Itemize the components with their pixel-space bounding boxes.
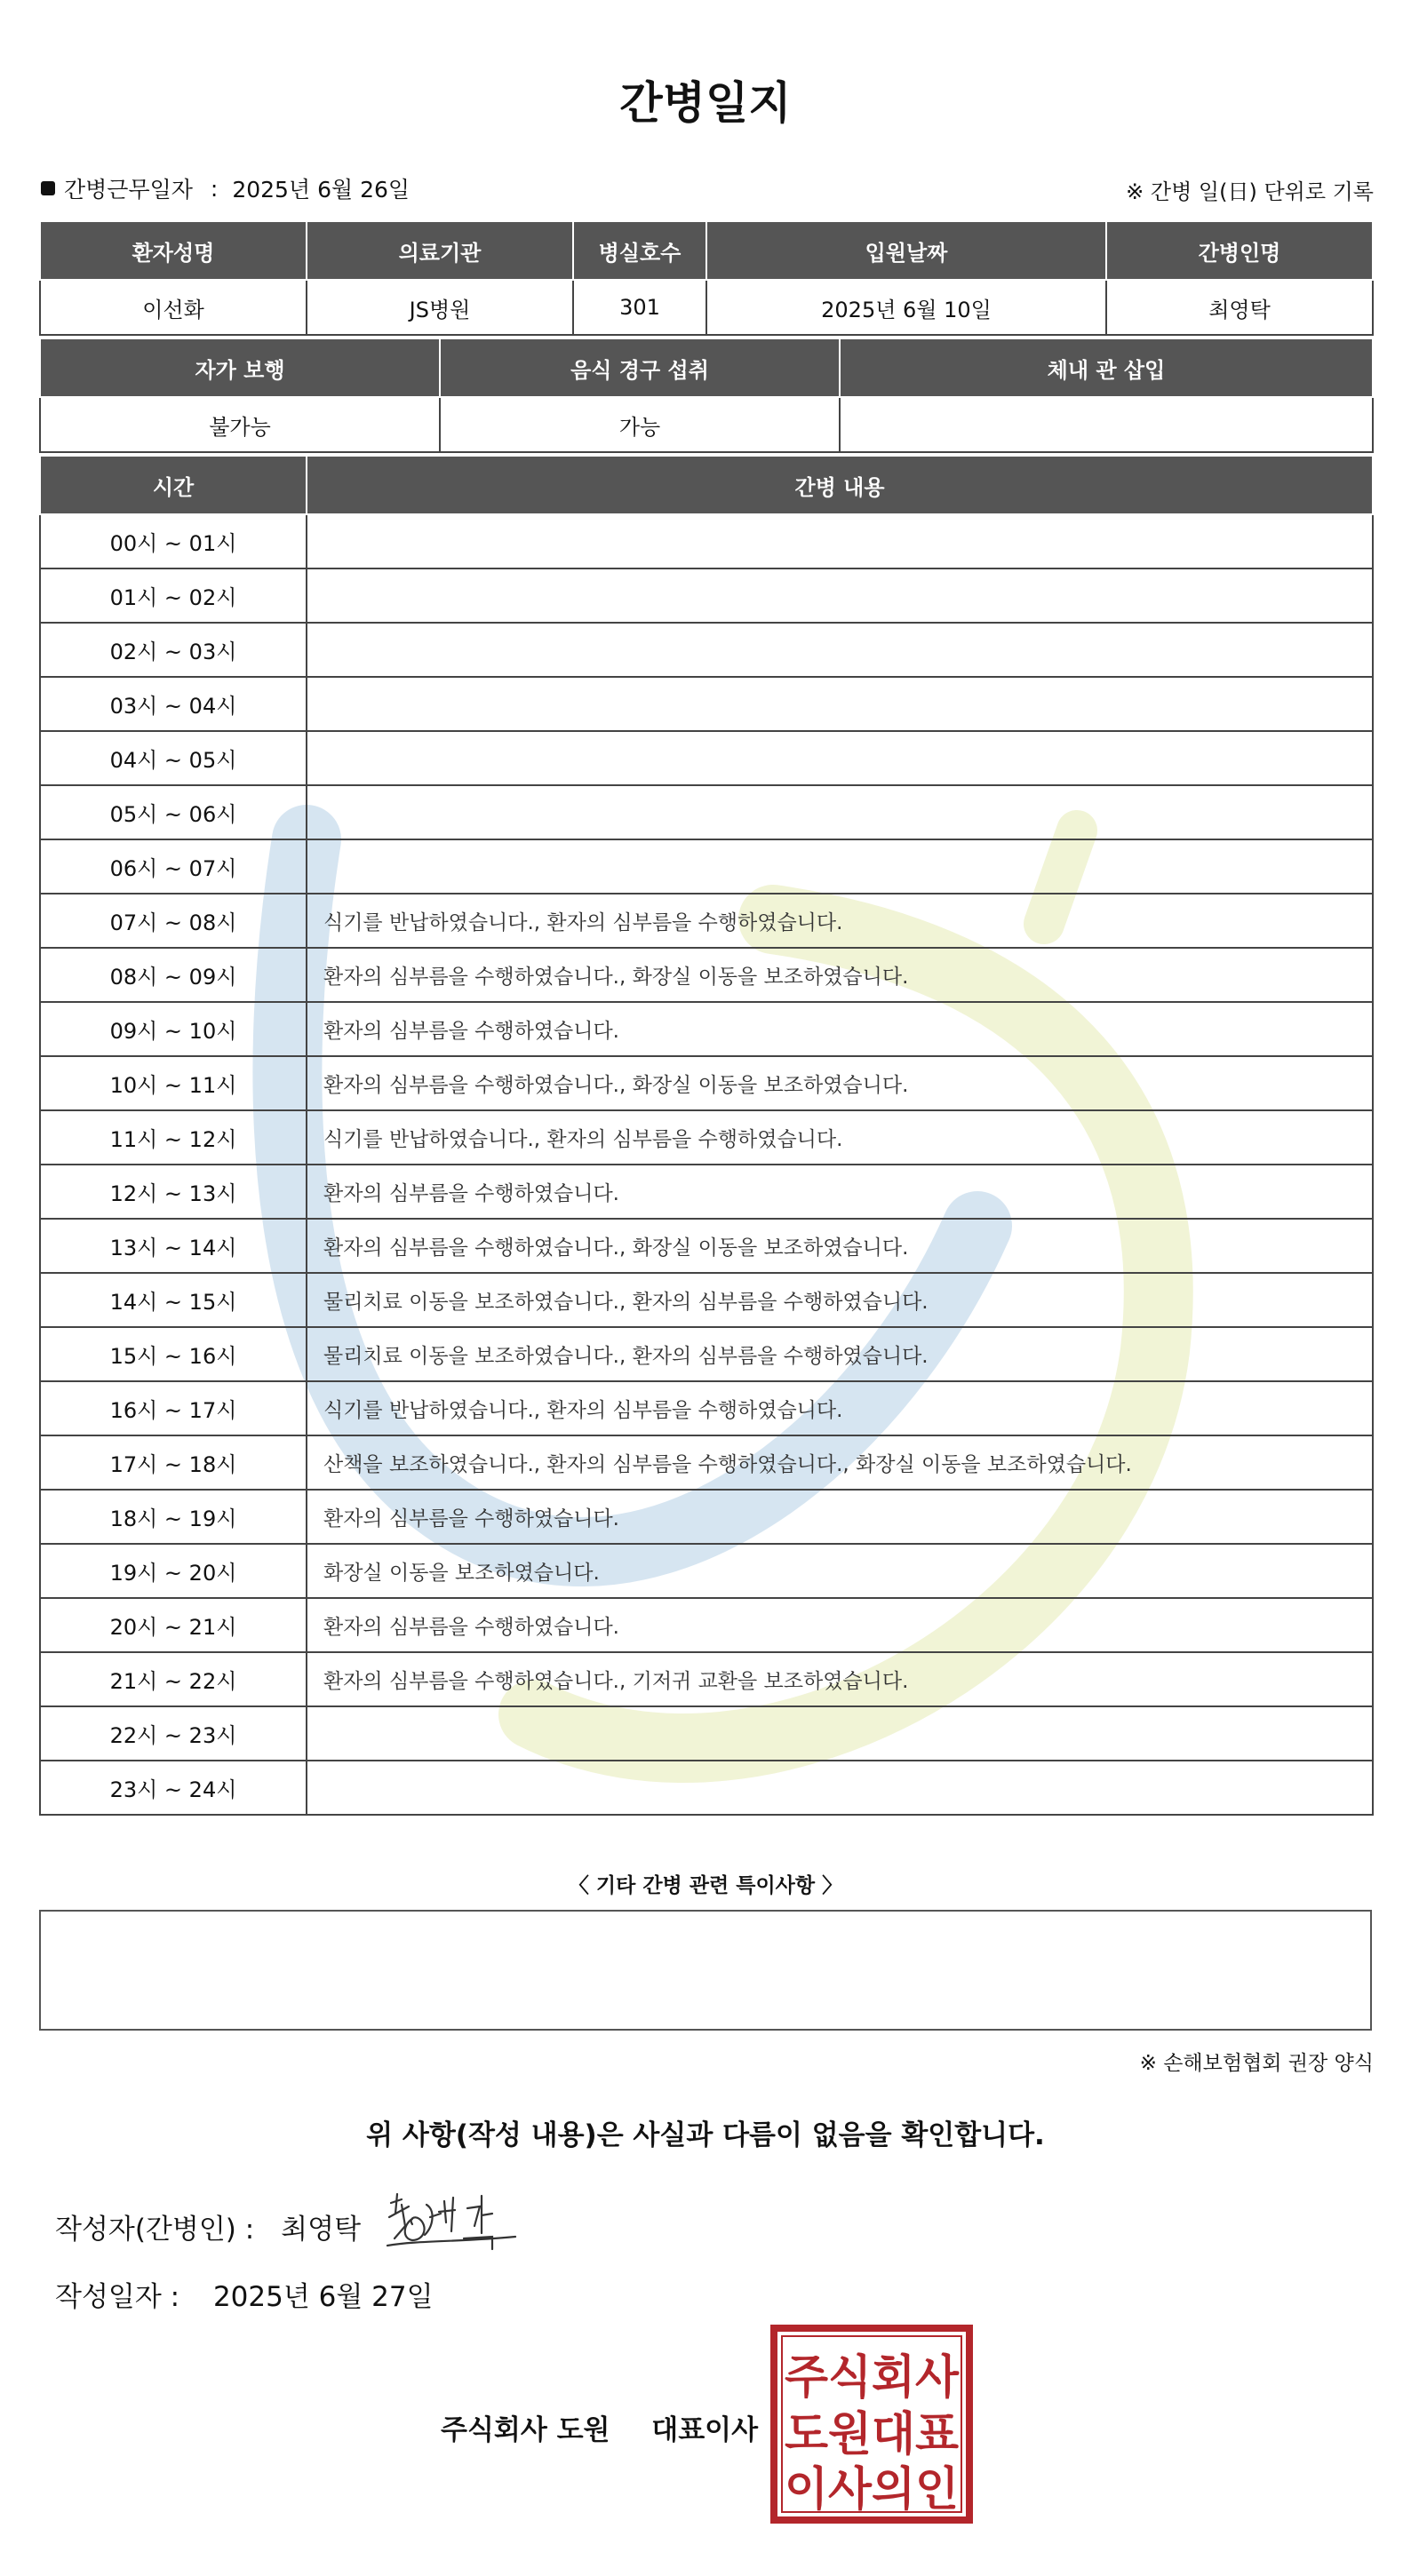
care-content-cell: 환자의 심부름을 수행하였습니다. xyxy=(307,1598,1373,1652)
care-content-cell xyxy=(307,1706,1373,1761)
care-content-cell xyxy=(307,839,1373,894)
patient-info-header xyxy=(40,221,1373,280)
time-slot-cell: 01시 ~ 02시 xyxy=(40,568,307,623)
care-content-cell: 식기를 반납하였습니다., 환자의 심부름을 수행하였습니다. xyxy=(307,1381,1373,1435)
table-row xyxy=(40,731,1373,785)
confirmation-statement: 위 사항(작성 내용)은 사실과 다름이 없음을 확인합니다. xyxy=(366,2119,1045,2151)
time-slot-cell: 16시 ~ 17시 xyxy=(40,1381,307,1435)
time-slot-cell: 15시 ~ 16시 xyxy=(40,1327,307,1381)
care-content-cell xyxy=(307,623,1373,677)
table-row xyxy=(40,1598,1373,1652)
table-row xyxy=(40,1435,1373,1490)
time-slot-cell: 13시 ~ 14시 xyxy=(40,1219,307,1273)
table-row xyxy=(40,1327,1373,1381)
care-content-cell xyxy=(307,731,1373,785)
care-content-cell xyxy=(307,568,1373,623)
special-notes-box xyxy=(39,1910,1372,2031)
hospital-value: JS병원 xyxy=(307,280,573,335)
table-row xyxy=(40,839,1373,894)
care-content-cell: 식기를 반납하였습니다., 환자의 심부름을 수행하였습니다. xyxy=(307,1110,1373,1165)
care-content-cell: 환자의 심부름을 수행하였습니다., 화장실 이동을 보조하였습니다. xyxy=(307,1219,1373,1273)
oral-intake-value: 가능 xyxy=(440,397,840,452)
time-slot-cell: 00시 ~ 01시 xyxy=(40,514,307,568)
time-slot-cell: 22시 ~ 23시 xyxy=(40,1706,307,1761)
written-date-row xyxy=(55,2274,434,2314)
work-date-value: 2025년 6월 26일 xyxy=(232,177,411,203)
time-slot-cell: 02시 ~ 03시 xyxy=(40,623,307,677)
patient-status-header xyxy=(40,338,1373,397)
table-row xyxy=(40,1652,1373,1706)
care-content-cell: 환자의 심부름을 수행하였습니다., 화장실 이동을 보조하였습니다. xyxy=(307,1056,1373,1110)
work-date-colon: : xyxy=(210,175,219,202)
table-row xyxy=(40,1544,1373,1598)
company-name: 주식회사 도원 xyxy=(441,2414,610,2446)
table-row xyxy=(40,1110,1373,1165)
svg-text:도원대표: 도원대표 xyxy=(785,2408,959,2461)
admission-date-value: 2025년 6월 10일 xyxy=(706,280,1106,335)
care-content-cell: 환자의 심부름을 수행하였습니다., 기저귀 교환을 보조하였습니다. xyxy=(307,1652,1373,1706)
table-row xyxy=(40,677,1373,731)
work-date-row xyxy=(41,172,410,204)
time-slot-cell: 18시 ~ 19시 xyxy=(40,1490,307,1544)
room-number-value: 301 xyxy=(573,280,706,335)
table-row xyxy=(40,1761,1373,1815)
time-slot-cell: 19시 ~ 20시 xyxy=(40,1544,307,1598)
header-care-content: 간병 내용 xyxy=(307,456,1373,514)
table-row xyxy=(40,1706,1373,1761)
writer-name: 최영탁 xyxy=(281,2214,362,2246)
header-oral-intake: 음식 경구 섭취 xyxy=(440,338,840,397)
svg-text:주식회사: 주식회사 xyxy=(785,2351,960,2405)
tube-insertion-value xyxy=(840,397,1373,452)
table-row xyxy=(40,1219,1373,1273)
care-log-header xyxy=(40,456,1373,514)
time-slot-cell: 21시 ~ 22시 xyxy=(40,1652,307,1706)
daily-record-note: ※ 간병 일(日) 단위로 기록 xyxy=(1126,179,1374,204)
written-date-label: 작성일자 : xyxy=(55,2281,180,2313)
patient-info-values xyxy=(40,280,1373,335)
header-self-walking: 자가 보행 xyxy=(40,338,440,397)
time-slot-cell: 05시 ~ 06시 xyxy=(40,785,307,839)
header-time: 시간 xyxy=(40,456,307,514)
time-slot-cell: 14시 ~ 15시 xyxy=(40,1273,307,1327)
time-slot-cell: 09시 ~ 10시 xyxy=(40,1002,307,1056)
document-title: 간병일지 xyxy=(619,77,792,129)
header-hospital: 의료기관 xyxy=(307,221,573,280)
table-row xyxy=(40,948,1373,1002)
table-row xyxy=(40,1056,1373,1110)
representative-title: 대표이사 xyxy=(651,2414,759,2446)
special-notes-label: 〈 기타 간병 관련 특이사항 〉 xyxy=(568,1874,843,1897)
time-slot-cell: 17시 ~ 18시 xyxy=(40,1435,307,1490)
time-slot-cell: 12시 ~ 13시 xyxy=(40,1165,307,1219)
time-slot-cell: 07시 ~ 08시 xyxy=(40,894,307,948)
care-content-cell: 환자의 심부름을 수행하였습니다. xyxy=(307,1002,1373,1056)
time-slot-cell: 11시 ~ 12시 xyxy=(40,1110,307,1165)
table-row xyxy=(40,1165,1373,1219)
handwritten-signature xyxy=(382,2187,524,2258)
header-room-number: 병실호수 xyxy=(573,221,706,280)
company-row xyxy=(441,2407,758,2447)
header-patient-name: 환자성명 xyxy=(40,221,307,280)
writer-row xyxy=(55,2206,361,2246)
patient-name-value: 이선화 xyxy=(40,280,307,335)
bullet-square-icon xyxy=(41,181,55,195)
writer-label: 작성자(간병인) : xyxy=(55,2214,255,2246)
time-slot-cell: 03시 ~ 04시 xyxy=(40,677,307,731)
patient-info-table xyxy=(39,220,1374,336)
table-row xyxy=(40,1381,1373,1435)
patient-status-values xyxy=(40,397,1373,452)
care-content-cell xyxy=(307,677,1373,731)
form-source-note: ※ 손해보험협회 권장 양식 xyxy=(1139,2052,1374,2075)
care-content-cell: 물리치료 이동을 보조하였습니다., 환자의 심부름을 수행하였습니다. xyxy=(307,1327,1373,1381)
care-content-cell: 물리치료 이동을 보조하였습니다., 환자의 심부름을 수행하였습니다. xyxy=(307,1273,1373,1327)
table-row xyxy=(40,568,1373,623)
time-slot-cell: 10시 ~ 11시 xyxy=(40,1056,307,1110)
care-log-body xyxy=(40,514,1373,1815)
patient-status-table xyxy=(39,338,1374,453)
care-content-cell: 화장실 이동을 보조하였습니다. xyxy=(307,1544,1373,1598)
care-content-cell xyxy=(307,1761,1373,1815)
company-seal-stamp xyxy=(769,2324,974,2524)
self-walking-value: 불가능 xyxy=(40,397,440,452)
care-content-cell: 환자의 심부름을 수행하였습니다. xyxy=(307,1490,1373,1544)
care-content-cell: 환자의 심부름을 수행하였습니다. xyxy=(307,1165,1373,1219)
time-slot-cell: 06시 ~ 07시 xyxy=(40,839,307,894)
header-caregiver-name: 간병인명 xyxy=(1106,221,1373,280)
care-content-cell: 산책을 보조하였습니다., 환자의 심부름을 수행하였습니다., 화장실 이동을 보조하였습니다. xyxy=(307,1435,1373,1490)
svg-text:이사의인: 이사의인 xyxy=(785,2463,959,2516)
care-content-cell: 식기를 반납하였습니다., 환자의 심부름을 수행하였습니다. xyxy=(307,894,1373,948)
table-row xyxy=(40,1273,1373,1327)
time-slot-cell: 23시 ~ 24시 xyxy=(40,1761,307,1815)
work-date-label: 간병근무일자 xyxy=(64,177,193,203)
care-content-cell xyxy=(307,785,1373,839)
time-slot-cell: 20시 ~ 21시 xyxy=(40,1598,307,1652)
table-row xyxy=(40,514,1373,568)
table-row xyxy=(40,623,1373,677)
care-content-cell: 환자의 심부름을 수행하였습니다., 화장실 이동을 보조하였습니다. xyxy=(307,948,1373,1002)
care-content-cell xyxy=(307,514,1373,568)
care-log-table xyxy=(39,455,1374,1816)
caregiver-name-value: 최영탁 xyxy=(1106,280,1373,335)
time-slot-cell: 04시 ~ 05시 xyxy=(40,731,307,785)
table-row xyxy=(40,1490,1373,1544)
header-tube-insertion: 체내 관 삽입 xyxy=(840,338,1373,397)
table-row xyxy=(40,1002,1373,1056)
written-date-value: 2025년 6월 27일 xyxy=(212,2281,434,2313)
time-slot-cell: 08시 ~ 09시 xyxy=(40,948,307,1002)
header-admission-date: 입원날짜 xyxy=(706,221,1106,280)
table-row xyxy=(40,894,1373,948)
table-row xyxy=(40,785,1373,839)
